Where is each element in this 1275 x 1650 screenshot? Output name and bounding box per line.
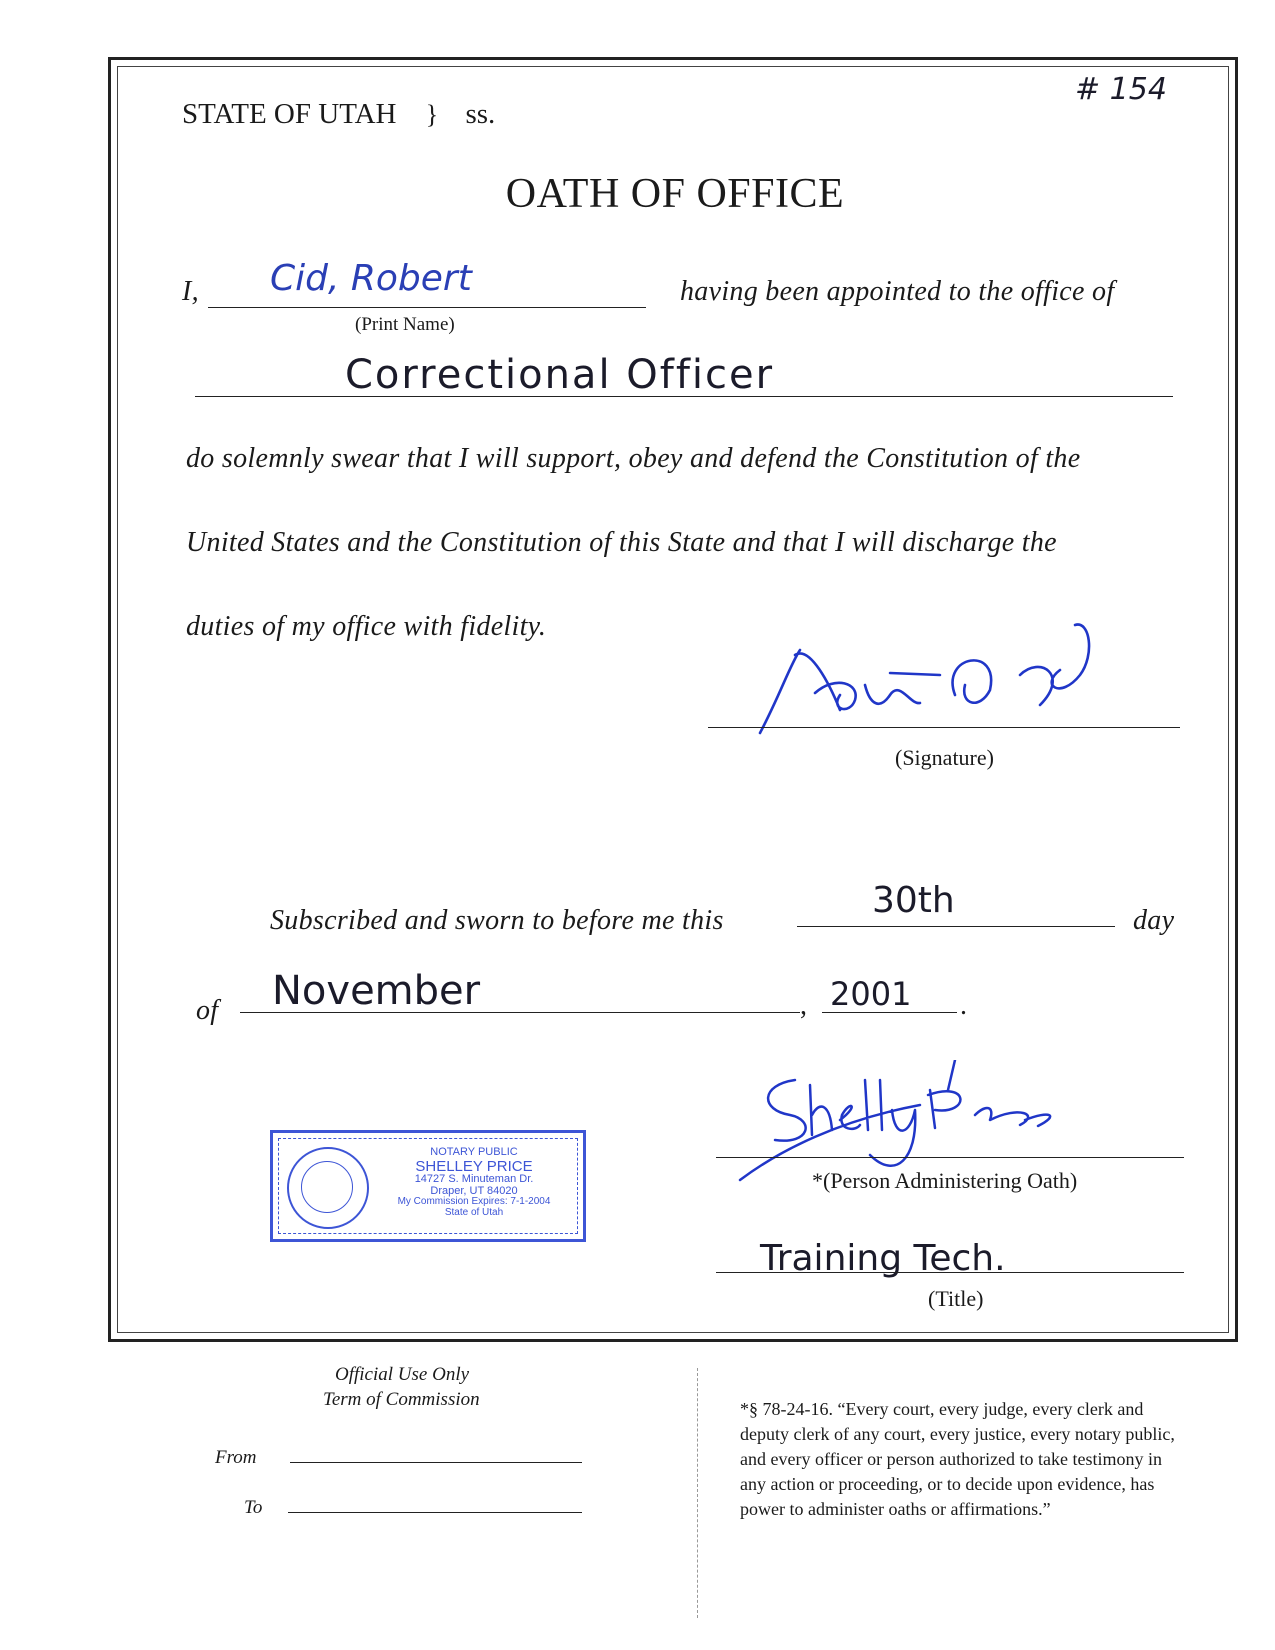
statute-footnote [740, 1397, 1175, 1522]
title-caption: (Title) [928, 1286, 984, 1311]
to-label: To [244, 1497, 263, 1518]
day-word: day [1133, 905, 1175, 936]
sworn-text: Subscribed and sworn to before me this [270, 905, 724, 936]
section-divider [697, 1368, 698, 1618]
name-line [208, 307, 646, 308]
state-name: STATE OF UTAH [182, 98, 397, 130]
ss-label: ss. [465, 98, 496, 130]
notary-stamp [270, 1130, 586, 1242]
to-line [288, 1512, 582, 1513]
month-value: November [272, 968, 481, 1014]
of-word: of [196, 995, 219, 1026]
oath-line-3: duties of my office with fidelity. [186, 611, 547, 642]
state-seal-icon [287, 1147, 369, 1229]
day-line [797, 926, 1115, 927]
day-value: 30th [872, 880, 955, 921]
term-of-commission-heading: Term of Commission [323, 1389, 480, 1410]
appointment-text: having been appointed to the office of [680, 276, 1115, 307]
name-prefix: I, [182, 276, 199, 307]
oath-line-2: United States and the Constitution of this State and that I will discharge the [186, 527, 1057, 558]
brace: } [425, 100, 439, 129]
stamp-line-6: State of Utah [444, 1206, 504, 1218]
signature-line [708, 727, 1180, 728]
footnote-line-5: power to administer oaths or affirmations.” [740, 1499, 1051, 1519]
administrator-line [716, 1157, 1184, 1158]
from-line [290, 1462, 582, 1463]
form-number: # 154 [1075, 72, 1167, 107]
year-value: 2001 [830, 975, 912, 1013]
page-title: OATH OF OFFICE [505, 171, 845, 217]
name-caption: (Print Name) [355, 314, 455, 335]
office-value: Correctional Officer [345, 352, 775, 398]
stamp-line-5: My Commission Expires: 7-1-2004 [397, 1196, 551, 1208]
stamp-line-2: SHELLEY PRICE [415, 1157, 533, 1175]
year-period: . [960, 990, 968, 1021]
oath-line-1: do solemnly swear that I will support, obey and defend the Constitution of the [186, 443, 1081, 474]
signature-caption: (Signature) [895, 745, 994, 770]
title-line [716, 1272, 1184, 1273]
footnote-line-2: deputy clerk of any court, every justice, every notary public, [740, 1424, 1175, 1444]
stamp-line-4: Draper, UT 84020 [430, 1184, 518, 1197]
stamp-line-1: NOTARY PUBLIC [430, 1146, 518, 1158]
state-header [182, 98, 495, 131]
officer-signature [740, 615, 1140, 745]
name-value: Cid, Robert [270, 258, 472, 299]
month-comma: , [800, 990, 808, 1021]
stamp-line-3: 14727 S. Minuteman Dr. [414, 1173, 534, 1186]
footnote-line-1: *§ 78-24-16. “Every court, every judge, every clerk and [740, 1399, 1144, 1419]
administrator-caption: *(Person Administering Oath) [812, 1168, 1078, 1193]
footnote-line-4: any action or proceeding, or to decide upon evidence, has [740, 1474, 1155, 1494]
from-label: From [215, 1447, 257, 1468]
footnote-line-3: and every officer or person authorized to take testimony in [740, 1449, 1163, 1469]
official-use-heading: Official Use Only [335, 1364, 470, 1385]
title-value: Training Tech. [760, 1238, 1006, 1279]
